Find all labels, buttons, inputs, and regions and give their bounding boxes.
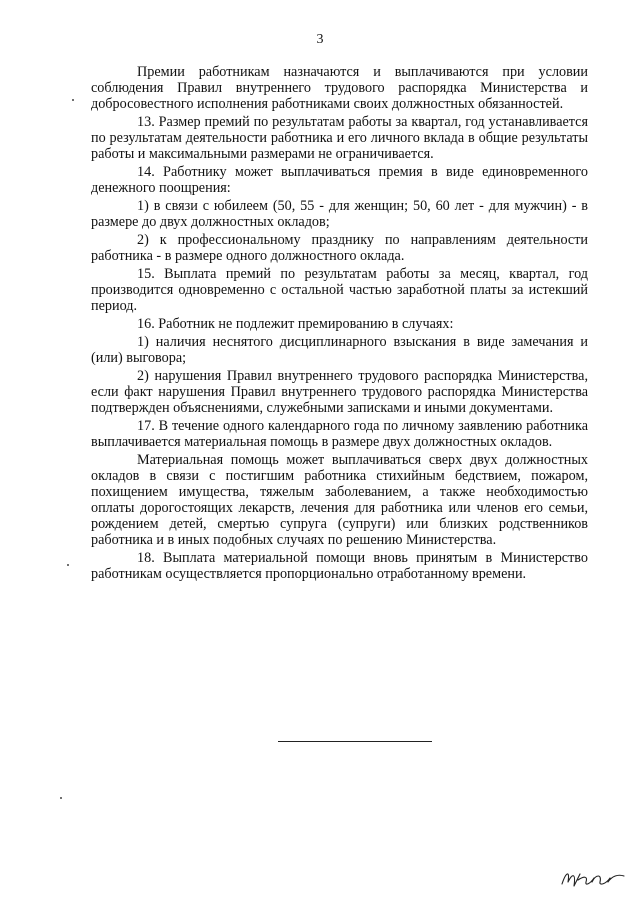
paragraph: Премии работникам назначаются и выплачиваются при условии соблюдения Правил внутреннего трудового распорядка Министерства и добросовестного исполнения работниками своих должностных обязанностей. (91, 64, 588, 112)
paragraph: 15. Выплата премий по результатам работы за месяц, квартал, год производится одновременно с остальной частью заработной платы за истекший период. (91, 266, 588, 314)
scan-speck (72, 99, 74, 101)
paragraph: 18. Выплата материальной помощи вновь принятым в Министерство работникам осуществляется пропорционально отработанному времени. (91, 550, 588, 582)
paragraph: 2) нарушения Правил внутреннего трудового распорядка Министерства, если факт нарушения Правил внутреннего трудового распорядка Министерства подтвержден объяснениями, служебными записками и иными документами. (91, 368, 588, 416)
paragraph: Материальная помощь может выплачиваться сверх двух должностных окладов в связи с постигшим работника стихийным бедствием, пожаром, похищением имущества, тяжелым заболеванием, а также необходимостью оплаты дорогостоящих лекарств, лечения для работника или членов его семьи, рождением детей, смертью супруга (супруги) или близких родственников работника и в иных подобных случаях по решению Министерства. (91, 452, 588, 548)
paragraph: 1) в связи с юбилеем (50, 55 - для женщин; 50, 60 лет - для мужчин) - в размере до двух должностных окладов; (91, 198, 588, 230)
end-of-text-rule (278, 741, 432, 742)
paragraph: 14. Работнику может выплачиваться премия в виде единовременного денежного поощрения: (91, 164, 588, 196)
paragraph: 13. Размер премий по результатам работы за квартал, год устанавливается по результатам деятельности работника и его личного вклада в общие результаты работы и максимальными размерами не ограничивается. (91, 114, 588, 162)
document-body (91, 64, 588, 584)
page-number: 3 (316, 32, 324, 47)
scan-speck (60, 797, 62, 799)
paragraph: 2) к профессиональному празднику по направлениям деятельности работника - в размере одного должностного оклада. (91, 232, 588, 264)
paragraph: 16. Работник не подлежит премированию в случаях: (137, 316, 454, 332)
paragraph: 17. В течение одного календарного года по личному заявлению работника выплачивается материальная помощь в размере двух должностных окладов. (91, 418, 588, 450)
handwritten-initials-icon (558, 862, 628, 892)
scan-speck (67, 564, 69, 566)
paragraph: 1) наличия неснятого дисциплинарного взыскания в виде замечания и (или) выговора; (91, 334, 588, 366)
